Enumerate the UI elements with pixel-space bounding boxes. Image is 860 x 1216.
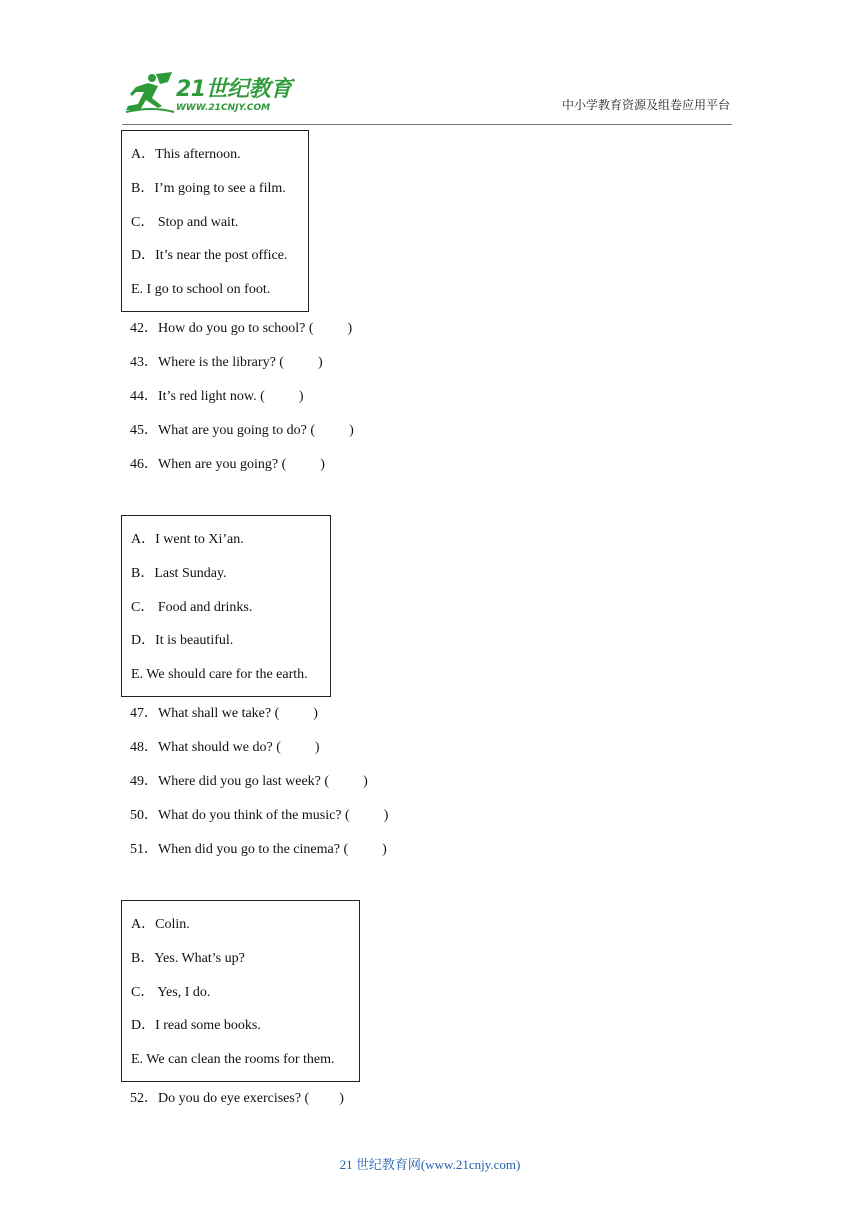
question-number: 50． <box>130 808 158 823</box>
question-text: Where is the library? ( <box>158 355 284 370</box>
question-number: 44． <box>130 389 158 404</box>
option-d: D．It is beautiful. <box>131 633 234 648</box>
logo-url: WWW.21CNJY.COM <box>176 103 271 113</box>
question-number: 51． <box>130 842 158 857</box>
footer-source[interactable]: 21 世纪教育网(www.21cnjy.com) <box>339 1157 521 1172</box>
option-b: B．Last Sunday. <box>131 566 227 581</box>
option-a: A．Colin. <box>131 917 190 932</box>
question-paren-close: ) <box>383 808 389 823</box>
question-text: What do you think of the music? ( <box>158 808 350 823</box>
question-paren-close: ) <box>363 774 368 789</box>
question-42 <box>130 320 352 338</box>
question-45 <box>130 422 354 440</box>
question-paren-close: ) <box>339 1091 344 1106</box>
question-paren-close: ) <box>347 321 353 336</box>
question-text: What shall we take? ( <box>158 706 280 721</box>
question-paren-close: ) <box>317 355 323 370</box>
question-number: 52． <box>130 1091 158 1106</box>
question-paren-close: ) <box>314 740 320 755</box>
logo-title: 21世纪教育 <box>176 77 292 102</box>
option-c: C． Food and drinks. <box>131 600 253 615</box>
option-d: D．It’s near the post office. <box>131 248 288 263</box>
question-51 <box>130 841 387 859</box>
question-number: 46． <box>130 457 158 472</box>
option-b: B．I’m going to see a film. <box>131 181 286 196</box>
question-49 <box>130 773 368 791</box>
option-c: C． Yes, I do. <box>131 985 211 1000</box>
question-number: 42． <box>130 321 158 336</box>
question-text: How do you go to school? ( <box>158 321 314 336</box>
question-number: 43． <box>130 355 158 370</box>
option-c: C． Stop and wait. <box>131 215 239 230</box>
option-d: D．I read some books. <box>131 1018 261 1033</box>
question-number: 45． <box>130 423 158 438</box>
option-a: A．I went to Xi’an. <box>131 532 244 547</box>
options-box-1 <box>121 130 309 312</box>
question-text: What are you going to do? ( <box>158 423 316 438</box>
question-46 <box>130 456 325 474</box>
option-e: E. I go to school on foot. <box>131 282 271 297</box>
option-a: A．This afternoon. <box>131 147 241 162</box>
question-52 <box>130 1090 344 1108</box>
header-divider <box>122 124 732 125</box>
question-text: It’s red light now. ( <box>158 389 265 404</box>
question-paren-close: ) <box>313 706 318 721</box>
question-43 <box>130 354 323 372</box>
question-paren-close: ) <box>349 423 354 438</box>
question-number: 49． <box>130 774 158 789</box>
question-number: 47． <box>130 706 158 721</box>
question-47 <box>130 705 318 723</box>
question-48 <box>130 739 320 757</box>
options-box-3 <box>121 900 360 1082</box>
question-paren-close: ) <box>320 457 325 472</box>
question-text: When are you going? ( <box>158 457 287 472</box>
option-b: B．Yes. What’s up? <box>131 951 245 966</box>
question-text: When did you go to the cinema? ( <box>158 842 349 857</box>
question-paren-close: ) <box>382 842 387 857</box>
question-text: Do you do eye exercises? ( <box>158 1091 310 1106</box>
option-e: E. We can clean the rooms for them. <box>131 1052 335 1067</box>
question-text: What should we do? ( <box>158 740 281 755</box>
question-paren-close: ) <box>298 389 304 404</box>
question-50 <box>130 807 388 825</box>
question-number: 48． <box>130 740 158 755</box>
question-44 <box>130 388 303 406</box>
options-box-2 <box>121 515 331 697</box>
question-text: Where did you go last week? ( <box>158 774 330 789</box>
header-platform-name: 中小学教育资源及组卷应用平台 <box>561 98 730 112</box>
option-e: E. We should care for the earth. <box>131 667 308 682</box>
